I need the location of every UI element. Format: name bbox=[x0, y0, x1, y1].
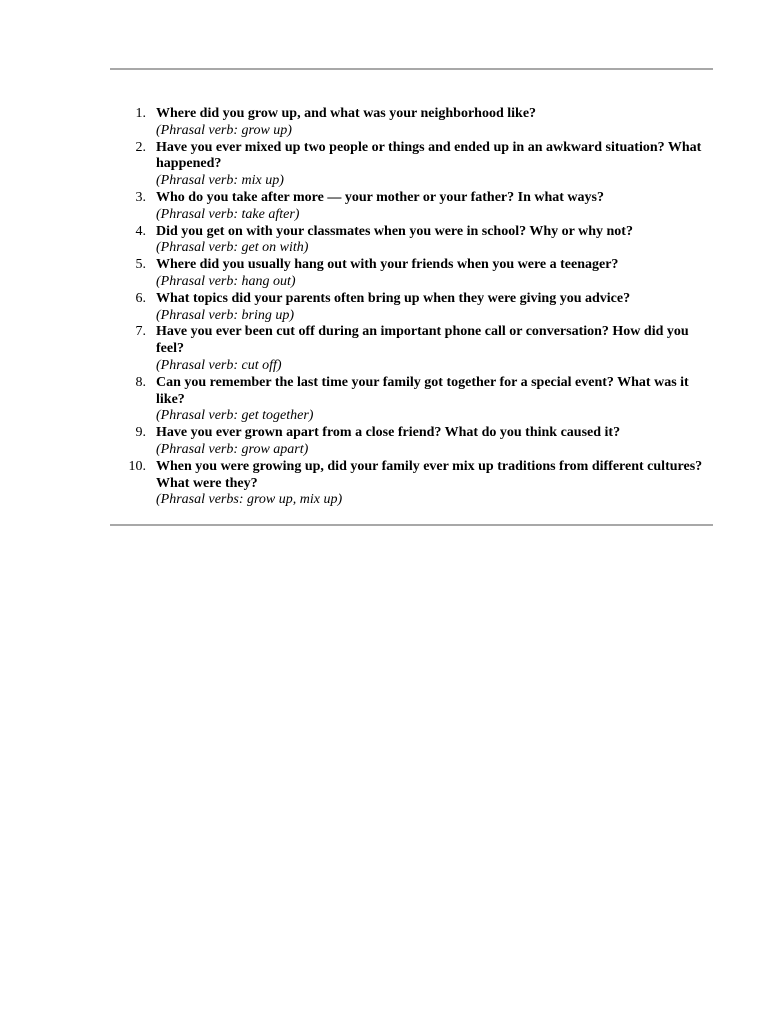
phrasal-verb-hint: (Phrasal verb: grow apart) bbox=[156, 441, 309, 457]
question-text: Have you ever grown apart from a close friend? What do you think caused it? bbox=[156, 425, 621, 441]
list-item bbox=[110, 106, 713, 140]
list-item bbox=[110, 224, 713, 258]
question-text: What topics did your parents often bring up when they were giving you advice? bbox=[156, 290, 631, 306]
question-text: Can you remember the last time your family got together for a special event? What was it like? bbox=[156, 374, 689, 407]
phrasal-verb-hint: (Phrasal verb: mix up) bbox=[156, 173, 284, 189]
bottom-divider bbox=[110, 524, 713, 526]
list-item bbox=[110, 140, 713, 190]
item-number: 5. bbox=[135, 257, 146, 273]
question-text: Where did you usually hang out with your friends when you were a teenager? bbox=[156, 257, 619, 273]
question-text: Where did you grow up, and what was your neighborhood like? bbox=[156, 106, 537, 121]
list-item bbox=[110, 291, 713, 325]
question-text: When you were growing up, did your family ever mix up traditions from different cultures? What were they? bbox=[156, 458, 703, 491]
question-text: Who do you take after more — your mother or your father? In what ways? bbox=[156, 189, 604, 205]
item-number: 7. bbox=[135, 324, 146, 340]
list-item bbox=[110, 459, 713, 509]
item-number: 8. bbox=[135, 374, 146, 390]
item-number: 6. bbox=[135, 290, 146, 306]
list-item bbox=[110, 190, 713, 224]
phrasal-verb-hint: (Phrasal verb: bring up) bbox=[156, 307, 295, 323]
phrasal-verb-hint: (Phrasal verb: get together) bbox=[156, 408, 314, 424]
item-number: 10. bbox=[128, 458, 146, 474]
item-number: 4. bbox=[135, 223, 146, 239]
phrasal-verb-hint: (Phrasal verbs: grow up, mix up) bbox=[156, 492, 343, 508]
question-list bbox=[110, 106, 713, 509]
phrasal-verb-hint: (Phrasal verb: get on with) bbox=[156, 240, 309, 256]
item-number: 9. bbox=[135, 425, 146, 441]
phrasal-verb-hint: (Phrasal verb: grow up) bbox=[156, 122, 292, 138]
item-number: 3. bbox=[135, 189, 146, 205]
item-number: 2. bbox=[135, 139, 146, 155]
list-item bbox=[110, 324, 713, 374]
phrasal-verb-hint: (Phrasal verb: cut off) bbox=[156, 357, 282, 373]
question-text: Have you ever mixed up two people or things and ended up in an awkward situation? What happened? bbox=[156, 139, 702, 172]
phrasal-verb-hint: (Phrasal verb: hang out) bbox=[156, 273, 296, 289]
item-number: 1. bbox=[135, 106, 146, 121]
list-item bbox=[110, 425, 713, 459]
question-text: Did you get on with your classmates when you were in school? Why or why not? bbox=[156, 223, 633, 239]
phrasal-verb-hint: (Phrasal verb: take after) bbox=[156, 206, 300, 222]
list-item bbox=[110, 257, 713, 291]
list-item bbox=[110, 375, 713, 425]
question-text: Have you ever been cut off during an important phone call or conversation? How did you feel? bbox=[156, 324, 689, 357]
top-divider bbox=[110, 68, 713, 70]
